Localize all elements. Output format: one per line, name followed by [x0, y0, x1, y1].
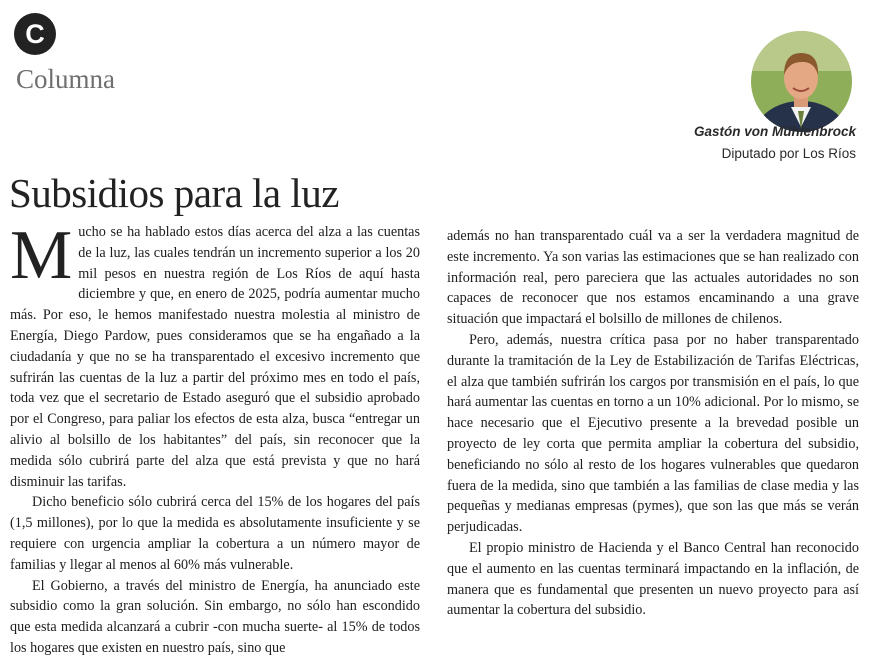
- article-paragraph: Dicho beneficio sólo cubrirá cerca del 15% de los hogares del país (1,5 millones), por lo que la medida es absolutamente insuficiente y se requiere con urgencia ampliar la cobertura a un número mayor de familias y llegar al menos al 60% más vulnerable.: [10, 494, 420, 573]
- article-paragraph: Pero, además, nuestra crítica pasa por no haber transparentado durante la tramitación de la Ley de Estabilización de Tarifas Eléctricas, el alza que también sufrirán los cargos por transmisión en el país, lo que hará aumentar las cuentas en torno a un 10% adicional. Por lo mismo, se hace necesario que el Ejecutivo presente a la brevedad posible un proyecto de ley corta que permita ampliar la cobertura del subsidio, beneficiando no sólo al resto de los hogares vulnerables que quedaron fuera de la medida, sino que también a las familias de clase media y las pequeñas y medianas empresas (pymes), que son las que más se verán perjudicadas.: [447, 331, 859, 536]
- drop-cap: M: [10, 217, 73, 294]
- article-headline: Subsidios para la luz: [9, 170, 339, 216]
- article-column-right: [447, 226, 859, 621]
- section-label: Columna: [16, 64, 115, 94]
- article-paragraph: El propio ministro de Hacienda y el Banco Central han reconocido que el aumento en las cuentas terminará impactando en la inflación, de manera que es fundamental que presenten un nuevo proyecto para así aumentar la cobertura del subsidio.: [447, 539, 859, 619]
- author-name: Gastón von Mühlenbrock: [693, 124, 856, 139]
- article-paragraph: además no han transparentado cuál va a ser la verdadera magnitud de este incremento. Ya son varias las estimaciones que se han realizado con información real, pero pareciera que las actuales autoridades no son capaces de reconocer que nos estamos encaminando a una grave situación que impactará el bolsillo de millones de chilenos.: [447, 228, 859, 328]
- author-portrait-image: [751, 31, 852, 132]
- column-badge: C: [14, 13, 56, 55]
- author-role: Diputado por Los Ríos: [721, 146, 856, 161]
- article-column-left: [10, 217, 420, 659]
- paragraph-text: ucho se ha hablado estos días acerca del alza a las cuentas de la luz, las cuales tendrán un incremento superior a los 20 mil pesos en nuestra región de Los Ríos de aquí hasta diciembre y que, en enero de 2025, podría aumentar mucho más. Por eso, le hemos manifestado nuestra molestia al ministro de Energía, Diego Pardow, pues consideramos que se ha engañado a la ciudadanía y que no se ha transparentado el excesivo incremento que sufrirán las cuentas de la luz a partir del próximo mes en todo el país, toda vez que el secretario de Estado aseguró que el subsidio aprobado por el Congreso, para paliar los efectos de esta alza, busca “entregar un alivio al bolsillo de los habitantes” del país, sin reconocer que la medida sólo cubrirá parte del alza que está prevista y que no hará disminuir las tarifas.: [10, 224, 420, 490]
- article-paragraph: El Gobierno, a través del ministro de Energía, ha anunciado este subsidio como la gran solución. Sin embargo, no sólo han escondido que esta medida alcanzará a cubrir -con mucha suerte- al 15% de todos los hogares que existen en nuestro país, sino que: [10, 577, 420, 656]
- article-paragraph: [10, 217, 420, 492]
- author-photo: [751, 31, 852, 132]
